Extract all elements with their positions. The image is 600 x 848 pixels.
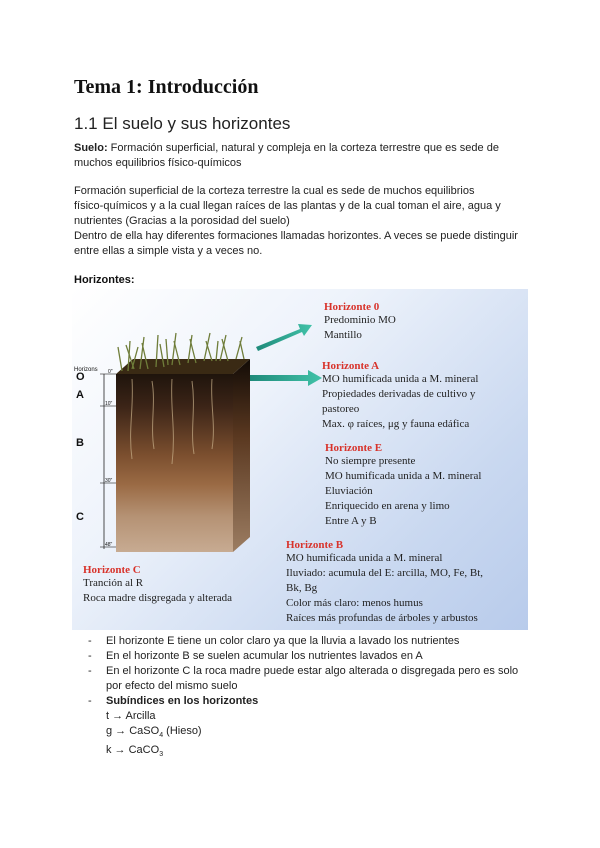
soil-block-top bbox=[116, 359, 250, 374]
section-heading: 1.1 El suelo y sus horizontes bbox=[74, 114, 291, 133]
horizonte-b-line: Raíces más profundas de árboles y arbustos bbox=[286, 612, 478, 624]
horizonte-b-line: Iluviado: acumula del E: arcilla, MO, Fe, Bt, bbox=[286, 567, 484, 579]
subindice-k: k → CaCO$_3$ bbox=[106, 744, 164, 759]
horizonte-b-block bbox=[286, 539, 483, 626]
horizonte-a-block bbox=[322, 360, 478, 432]
horizonte-a-line: pastoreo bbox=[322, 403, 360, 415]
depth-mark: 48" bbox=[105, 542, 113, 548]
list-item-line: En el horizonte B se suelen acumular los nutrientes lavados en A bbox=[106, 650, 423, 662]
bullet-dash: - bbox=[88, 650, 92, 662]
soil-block-side bbox=[233, 359, 250, 552]
horizonte-b-line: Bk, Bg bbox=[286, 582, 318, 594]
horizonte-c-line: Tranción al R bbox=[83, 577, 144, 589]
arrow-horizonte-o bbox=[256, 324, 312, 351]
horizonte-b-line: MO humificada unida a M. mineral bbox=[286, 552, 443, 564]
layer-label-a: A bbox=[76, 389, 84, 401]
paragraph-line: nutrientes (Gracias a la porosidad del suelo) bbox=[74, 215, 290, 227]
depth-mark: 0" bbox=[108, 369, 113, 375]
layer-label-o: O bbox=[76, 371, 85, 383]
horizonte-e-line: No siempre presente bbox=[325, 455, 416, 467]
horizonte-c-block bbox=[83, 564, 232, 606]
list-item-line: por efecto del mismo suelo bbox=[106, 680, 238, 692]
paragraph-line: Formación superficial de la corteza terrestre la cual es sede de muchos equilibrios bbox=[74, 185, 475, 197]
paragraph-line: físico-químicos y a la cual llegan raíces de las plantas y de la cual toman el aire, agua y bbox=[74, 200, 501, 212]
horizonte-a-line: Max. φ raíces, μg y fauna edáfica bbox=[322, 418, 470, 430]
suelo-text-line-2: muchos equilibrios físico-químicos bbox=[74, 157, 242, 169]
paragraph-line: entre ellas a simple vista y a veces no. bbox=[74, 245, 263, 257]
horizonte-e-title: Horizonte E bbox=[325, 442, 383, 454]
soil-horizons-figure bbox=[72, 289, 528, 630]
list-item bbox=[88, 634, 538, 649]
arrow-horizonte-a bbox=[250, 370, 322, 386]
bullet-dash: - bbox=[88, 635, 92, 647]
horizonte-e-line: Enriquecido en arena y limo bbox=[325, 500, 450, 512]
suelo-text-line-1: Formación superficial, natural y compleja en la corteza terrestre que es sede de bbox=[107, 142, 499, 154]
list-item bbox=[88, 649, 538, 664]
suelo-label: Suelo: bbox=[74, 142, 108, 154]
horizonte-a-title: Horizonte A bbox=[322, 360, 380, 372]
intro-paragraph bbox=[74, 184, 534, 259]
horizonte-o-title: Horizonte 0 bbox=[324, 301, 380, 313]
horizonte-b-title: Horizonte B bbox=[286, 539, 344, 551]
paragraph-line: Dentro de ella hay diferentes formaciones llamadas horizontes. A veces se puede distinguir bbox=[74, 230, 518, 242]
horizonte-e-line: Entre A y B bbox=[325, 515, 377, 527]
subindices-item bbox=[88, 694, 538, 762]
list-item-line: En el horizonte C la roca madre puede estar algo alterada o disgregada pero es solo bbox=[106, 665, 519, 677]
horizonte-e-block bbox=[325, 442, 481, 529]
horizonte-o-block bbox=[324, 301, 396, 343]
horizons-axis-title: Horizons bbox=[74, 367, 98, 373]
bullet-dash: - bbox=[88, 695, 92, 707]
horizonte-e-line: MO humificada unida a M. mineral bbox=[325, 470, 482, 482]
subindice-g: g → CaSO$_4$ (Hieso) bbox=[106, 725, 202, 740]
depth-mark: 30" bbox=[105, 478, 113, 484]
horizonte-o-line: Mantillo bbox=[324, 329, 362, 341]
horizonte-a-line: MO humificada unida a M. mineral bbox=[322, 373, 479, 385]
suelo-definition bbox=[74, 141, 534, 171]
list-item-line: El horizonte E tiene un color claro ya que la lluvia a lavado los nutrientes bbox=[106, 635, 460, 647]
horizonte-a-line: Propiedades derivadas de cultivo y bbox=[322, 388, 476, 400]
horizonte-e-line: Eluviación bbox=[325, 485, 373, 497]
page-title: Tema 1: Introducción bbox=[74, 76, 259, 98]
list-item bbox=[88, 664, 538, 694]
subindices-title: Subíndices en los horizontes bbox=[106, 695, 259, 707]
horizonte-c-line: Roca madre disgregada y alterada bbox=[83, 592, 233, 604]
horizonte-o-line: Predominio MO bbox=[324, 314, 396, 326]
depth-mark: 10" bbox=[105, 401, 113, 407]
bullet-dash: - bbox=[88, 665, 92, 677]
horizonte-c-title: Horizonte C bbox=[83, 564, 141, 576]
horizonte-b-line: Color más claro: menos humus bbox=[286, 597, 423, 609]
horizontes-label: Horizontes: bbox=[74, 274, 135, 286]
soil-block-front bbox=[116, 374, 233, 552]
layer-label-b: B bbox=[76, 437, 84, 449]
subindice-t: t → Arcilla bbox=[106, 710, 156, 722]
layer-label-c: C bbox=[76, 511, 84, 523]
notes-list bbox=[88, 634, 538, 762]
